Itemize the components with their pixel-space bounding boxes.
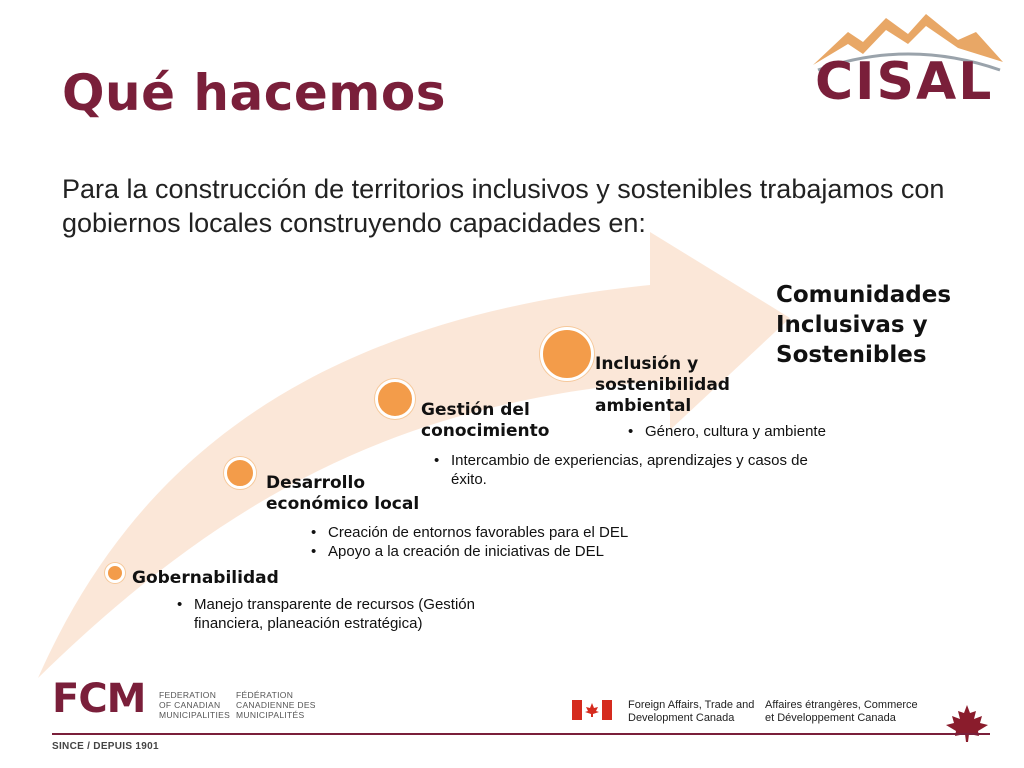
page-subtitle: Para la construcción de territorios inclusivos y sostenibles trabajamos con gobiernos locales construyendo capacidades en: <box>62 174 945 238</box>
list-item: • Género, cultura y ambiente <box>622 422 862 441</box>
page-title: Qué hacemos <box>62 64 447 122</box>
outcome-line: Comunidades <box>776 282 952 308</box>
fcm-text: FEDERATION <box>159 690 217 700</box>
step-title-gobernabilidad: Gobernabilidad <box>132 568 279 588</box>
step-marker-inclusion <box>540 327 594 381</box>
gac-name-french <box>765 699 918 725</box>
step-marker-gobernabilidad <box>105 563 125 583</box>
step-title-inclusion: Inclusión y sostenibilidad ambiental <box>595 354 730 416</box>
fcm-text: OF CANADIAN <box>159 700 221 710</box>
fcm-logo: FCM <box>52 676 146 722</box>
fcm-name-french <box>236 690 316 720</box>
gac-text: Foreign Affairs, Trade and <box>628 699 755 711</box>
list-item: • Apoyo a la creación de iniciativas de DEL <box>305 542 665 561</box>
fcm-text: FÉDÉRATION <box>236 690 294 700</box>
step-bullets-desarrollo <box>305 523 665 561</box>
step-bullets-inclusion <box>622 422 862 441</box>
list-item: • Intercambio de experiencias, aprendizajes y casos de éxito. <box>428 451 808 489</box>
fcm-text: CANADIENNE DES <box>236 700 316 710</box>
list-item: • Manejo transparente de recursos (Gestión financiera, planeación estratégica) <box>171 595 501 633</box>
fcm-text: MUNICIPALITÉS <box>236 710 305 720</box>
fcm-text: MUNICIPALITIES <box>159 710 231 720</box>
gac-name-english <box>628 699 754 725</box>
canada-flag-icon <box>572 700 612 720</box>
outcome-line: Inclusivas y <box>776 312 928 338</box>
maple-leaf-icon <box>944 703 990 743</box>
footer-divider <box>52 733 990 735</box>
step-marker-gestion <box>375 379 415 419</box>
outcome-label <box>776 280 951 370</box>
gac-text: Development Canada <box>628 712 735 724</box>
fcm-name-english <box>159 690 230 720</box>
fcm-since-label: SINCE / DEPUIS 1901 <box>52 741 159 752</box>
gac-text: et Développement Canada <box>765 712 896 724</box>
gac-text: Affaires étrangères, Commerce <box>765 699 918 711</box>
step-marker-desarrollo <box>224 457 256 489</box>
cisal-logo-text: CISAL <box>815 52 994 112</box>
outcome-line: Sostenibles <box>776 342 927 368</box>
step-title-desarrollo: Desarrollo económico local <box>266 473 420 514</box>
step-title-gestion: Gestión del conocimiento <box>421 400 550 441</box>
step-bullets-gestion <box>428 451 808 489</box>
list-item: • Creación de entornos favorables para el DEL <box>305 523 665 542</box>
step-bullets-gobernabilidad <box>171 595 501 633</box>
